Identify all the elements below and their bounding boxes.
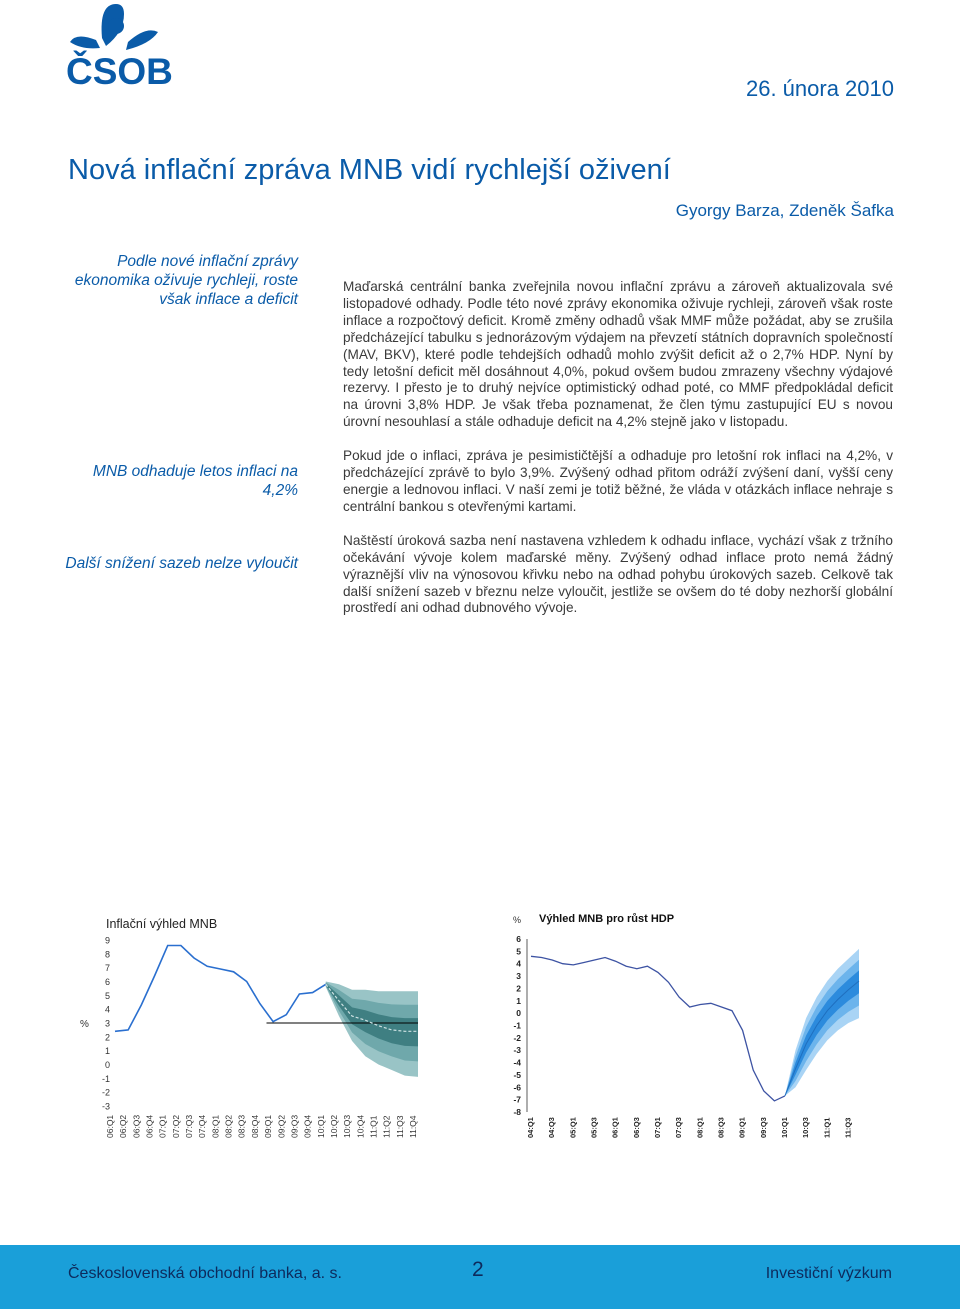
- x-tick-label: 10:Q4: [355, 1114, 366, 1138]
- x-tick-label: 04:Q3: [547, 1117, 557, 1138]
- x-tick-label: 11:Q3: [843, 1117, 853, 1138]
- x-tick-label: 11:Q1: [368, 1115, 379, 1138]
- article-body: [343, 279, 893, 634]
- y-tick-label: 4: [516, 958, 521, 969]
- x-tick-label: 08:Q2: [223, 1114, 234, 1138]
- x-tick-label: 05:Q1: [568, 1117, 578, 1138]
- x-tick-label: 09:Q1: [737, 1117, 747, 1138]
- paragraph: Maďarská centrální banka zveřejnila novou inflační zprávu a zároveň aktualizovala své listopadové odhady. Podle této nové zprávy ekonomika oživuje rychleji, zároveň však roste inflace a rozpočtový deficit. Kromě změny odhadů však MMF může požádat, aby se zrušila předcházející tabulku s jednorázovým výdajem na převzetí státních dopravních společností (MAV, BKV), které podle tehdejších odhadů mohlo zvýšit deficit až o 2,7% HDP. Nyní by tedy letošní deficit měl dosáhnout 4,0%, pokud ovšem budou zmrazeny všechny výdajové rezervy. I přesto je to druhý nejvíce optimistický odhad poté, co MMF předpokládal deficit na úrovni 3,8% HDP. Je však třeba poznamenat, že člen týmu zastupující EU s novou úrovní nesouhlasí a stále odhaduje deficit na 4,2% stejně jako v listopadu.: [343, 279, 893, 430]
- y-tick-label: -5: [513, 1069, 521, 1080]
- gdp-chart: [505, 906, 875, 1146]
- y-tick-label: -8: [513, 1107, 521, 1117]
- y-tick-label: 3: [516, 971, 521, 982]
- inflation-chart-svg: [70, 910, 430, 1140]
- x-tick-label: 07:Q2: [170, 1114, 181, 1138]
- x-tick-label: 09:Q3: [289, 1114, 300, 1138]
- y-tick-label: 0: [516, 1008, 521, 1019]
- logo-text: ČSOB: [66, 51, 173, 86]
- y-tick-label: 2: [104, 1032, 110, 1043]
- page-number: 2: [472, 1258, 484, 1281]
- y-tick-label: -3: [513, 1045, 521, 1056]
- x-tick-label: 06:Q3: [131, 1114, 142, 1138]
- csob-logo: [66, 2, 174, 86]
- x-tick-label: 11:Q1: [822, 1117, 832, 1138]
- x-tick-label: 10:Q1: [779, 1117, 789, 1138]
- y-tick-label: 3: [104, 1018, 110, 1029]
- gdp-chart-svg: [505, 906, 875, 1146]
- x-tick-label: 06:Q1: [610, 1117, 620, 1138]
- x-tick-label: 06:Q4: [144, 1114, 155, 1138]
- x-tick-label: 09:Q3: [758, 1117, 768, 1138]
- x-tick-label: 11:Q3: [394, 1115, 405, 1138]
- x-tick-label: 10:Q3: [342, 1114, 353, 1138]
- chart-title: Inflační výhled MNB: [106, 917, 218, 931]
- report-date: 26. února 2010: [745, 76, 894, 101]
- x-tick-label: 09:Q2: [276, 1114, 287, 1138]
- footer-bank-name: Československá obchodní banka, a. s.: [68, 1265, 342, 1282]
- y-tick-label: 8: [104, 949, 110, 960]
- x-tick-label: 07:Q1: [157, 1114, 168, 1138]
- y-tick-label: -1: [101, 1073, 110, 1084]
- x-tick-label: 07:Q3: [674, 1117, 684, 1138]
- x-tick-label: 08:Q4: [249, 1114, 260, 1138]
- sidebar-highlight-3: Další snížení sazeb nelze vyloučit: [65, 555, 298, 572]
- inflation-chart: [70, 910, 430, 1140]
- y-tick-label: 9: [104, 935, 110, 946]
- y-tick-label: -2: [101, 1087, 110, 1098]
- x-tick-label: 08:Q1: [695, 1117, 705, 1138]
- y-tick-label: -2: [513, 1032, 521, 1043]
- x-tick-label: 07:Q4: [197, 1114, 208, 1138]
- x-tick-label: 08:Q3: [716, 1117, 726, 1138]
- y-tick-label: 6: [516, 934, 521, 944]
- gdp-actual-line: [531, 956, 785, 1101]
- y-tick-label: 2: [516, 983, 521, 994]
- footer-bar: [0, 1245, 960, 1309]
- y-tick-label: 6: [104, 977, 110, 987]
- y-tick-label: 1: [516, 995, 521, 1006]
- authors: Gyorgy Barza, Zdeněk Šafka: [675, 201, 894, 220]
- x-tick-label: 05:Q3: [589, 1117, 599, 1138]
- y-tick-label: 7: [104, 963, 110, 974]
- x-tick-label: 08:Q3: [236, 1114, 247, 1138]
- inflation-actual-line: [115, 946, 326, 1032]
- paragraph: Pokud jde o inflaci, zpráva je pesimističtější a odhaduje pro letošní rok inflaci na 4,2%, v předcházející zprávě to bylo 3,9%. Zvýšený odhad přitom odráží zvýšení daní, vyšší ceny energie a lednovou inflaci. V naší zemi je totiž běžné, že vláda v otázkách inflace nehraje s centrální bankou s otevřenými kartami.: [343, 448, 893, 514]
- y-tick-label: 4: [104, 1004, 110, 1015]
- x-tick-label: 07:Q1: [652, 1117, 662, 1138]
- x-tick-label: 11:Q2: [381, 1115, 392, 1138]
- x-tick-label: 06:Q3: [631, 1117, 641, 1138]
- x-tick-label: 07:Q3: [184, 1114, 195, 1138]
- x-tick-label: 09:Q4: [302, 1114, 313, 1138]
- y-tick-label: 0: [104, 1060, 110, 1070]
- sidebar-highlight-1: Podle nové inflační zprávy ekonomika oživuje rychleji, roste však inflace a deficit: [74, 253, 298, 308]
- x-tick-label: 06:Q1: [105, 1114, 115, 1138]
- x-tick-label: 10:Q1: [315, 1114, 326, 1138]
- page-title: Nová inflační zpráva MNB vidí rychlejší oživení: [68, 154, 671, 186]
- x-tick-label: 10:Q3: [801, 1117, 811, 1138]
- y-tick-label: -3: [101, 1101, 110, 1112]
- sidebar-highlight-2: MNB odhaduje letos inflaci na 4,2%: [92, 463, 298, 499]
- x-tick-label: 09:Q1: [263, 1114, 274, 1138]
- y-tick-label: 5: [104, 990, 110, 1001]
- x-tick-label: 04:Q1: [526, 1117, 535, 1138]
- y-tick-label: 5: [516, 946, 521, 957]
- paragraph: Naštěstí úroková sazba není nastavena vzhledem k odhadu inflace, vychází však z tržního očekávání vývoje kolem maďarské měny. Zvýšený odhad inflace proto nemá žádný výraznější vliv na výnosovou křivku nebo na odhad pohybu úrokových sazeb. Celkově tak další snížení sazeb v březnu nelze vyloučit, jestliže se ovšem do té doby nezhorší globální prostředí ani odhad dubnového vývoje.: [343, 532, 893, 616]
- y-tick-label: -6: [513, 1082, 521, 1093]
- x-tick-label: 11:Q4: [408, 1115, 418, 1138]
- chart-title: Výhled MNB pro růst HDP: [539, 913, 675, 925]
- y-axis-label: %: [80, 1019, 89, 1030]
- x-tick-label: 08:Q1: [210, 1114, 221, 1138]
- footer-department: Investiční výzkum: [765, 1265, 892, 1282]
- y-axis-label: %: [513, 915, 522, 925]
- x-tick-label: 06:Q2: [118, 1114, 129, 1138]
- y-tick-label: 1: [104, 1046, 110, 1057]
- y-tick-label: -4: [513, 1057, 521, 1068]
- x-tick-label: 10:Q2: [328, 1114, 339, 1138]
- y-tick-label: -7: [513, 1094, 521, 1105]
- y-tick-label: -1: [513, 1020, 521, 1031]
